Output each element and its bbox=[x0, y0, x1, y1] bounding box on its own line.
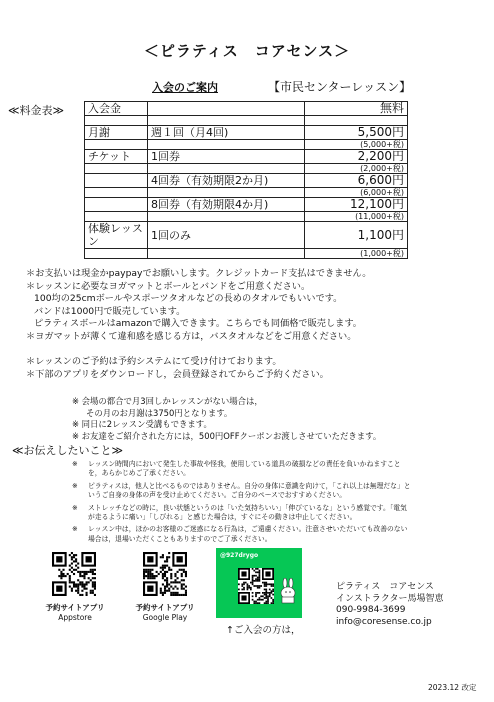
fee-plan: 4回券（有効期限2か月) bbox=[148, 174, 305, 188]
fee-plan: 1回のみ bbox=[148, 222, 305, 249]
table-row bbox=[85, 188, 408, 198]
table-row bbox=[85, 212, 408, 222]
contact-info bbox=[336, 582, 444, 628]
fee-price: 無料 bbox=[305, 102, 408, 116]
table-row bbox=[85, 249, 408, 259]
course-label: 【市民センターレッスン】 bbox=[268, 80, 412, 94]
list-item: ※ レッスン中は，ほかのお客様のご迷惑になる行為は，ご遠慮ください。注意させいただいても改善のない場合は，退場いただくこともありますのでご了承ください。 bbox=[72, 525, 408, 543]
rabbit-mascot-icon bbox=[278, 578, 298, 604]
app-label-appstore: 予約サイトアプリ Appstore bbox=[45, 603, 105, 622]
contact-phone: 090-9984-3699 bbox=[336, 605, 406, 615]
qr-code-icon bbox=[143, 552, 187, 596]
list-item: バンドは1000円で販売しています。 bbox=[34, 305, 186, 317]
table-row bbox=[85, 150, 408, 164]
fee-item: 体験レッスン bbox=[85, 222, 148, 249]
fee-plan: 8回券（有効期限4か月) bbox=[148, 198, 305, 212]
app-label-googleplay: 予約サイトアプリ Google Play bbox=[135, 603, 195, 622]
notice-heading: ≪お伝えしたいこと≫ bbox=[12, 444, 124, 457]
fee-price: 12,100円 bbox=[305, 198, 408, 212]
fee-price: 1,100円 bbox=[305, 222, 408, 249]
list-item: ※ ストレッチなどの時に，良い状態というのは「いた気持ちいい」「伸びているな」という感覚です。「電気が走るように痛い」「しびれる」と感じた場合は，すぐにその動きは中止してください。 bbox=[72, 503, 407, 522]
fee-item: チケット bbox=[85, 150, 148, 164]
table-row bbox=[85, 174, 408, 188]
table-row bbox=[85, 164, 408, 174]
fee-tax: (11,000+税) bbox=[305, 212, 408, 222]
page-title: ＜ピラティス コアセンス＞ bbox=[143, 42, 351, 60]
table-row bbox=[85, 140, 408, 150]
list-item: ＊ヨガマットが薄くて違和感を感じる方は，バスタオルなどをご用意ください。 bbox=[26, 330, 357, 342]
table-row bbox=[85, 102, 408, 116]
fee-price: 5,500円 bbox=[305, 126, 408, 140]
table-row bbox=[85, 126, 408, 140]
revision-date: 2023.12 改定 bbox=[428, 683, 477, 692]
list-item: ＊レッスンに必要なヨガマットとボールとバンドをご用意ください。 bbox=[26, 280, 311, 292]
list-item: その月のお月謝は3750円となります。 bbox=[86, 407, 233, 418]
fee-price: 2,200円 bbox=[305, 150, 408, 164]
fee-tax: (6,000+税) bbox=[305, 188, 408, 198]
list-item: ＊お支払いは現金かpaypayでお願いします。クレジットカード支払はできません。 bbox=[26, 268, 372, 279]
notice-list bbox=[72, 460, 412, 547]
fee-price: 6,600円 bbox=[305, 174, 408, 188]
qr-code-icon bbox=[238, 568, 274, 604]
list-item: ※ ピラティスは，他人と比べるものではありません。自分の身体に意識を向けて，「これ以上は無理だな」というご自身の身体の声を受け止めてください。ご自分のペースでおすすめください。 bbox=[72, 481, 411, 500]
fee-plan: 1回券 bbox=[148, 150, 305, 164]
googleplay-qr-code[interactable] bbox=[143, 552, 187, 596]
table-row bbox=[85, 222, 408, 249]
fee-tax: (1,000+税) bbox=[305, 249, 408, 259]
list-item: ＊レッスンのご予約は予約システムにて受け付けております。 bbox=[26, 356, 282, 368]
contact-name: ピラティス コアセンス bbox=[336, 582, 434, 592]
fee-item: 入会金 bbox=[85, 102, 148, 116]
notes-list bbox=[26, 268, 486, 381]
list-item: 100均の25cmボールやスポーツタオルなどの長めのタオルでもいいです。 bbox=[34, 293, 343, 305]
fee-plan: 週１回（月4回) bbox=[148, 126, 305, 140]
list-item bbox=[26, 344, 486, 357]
contact-instructor: インストラクター馬場智恵 bbox=[336, 593, 444, 604]
line-account-box[interactable]: @927drygo bbox=[216, 548, 302, 618]
list-item: ※ お友達をご紹介された方には，500円OFFクーポンお渡しさせていただきます。 bbox=[72, 430, 382, 441]
list-item: ※ 同日に2レッスン受講もできます。 bbox=[72, 419, 212, 429]
list-item: ピラティスボールはamazonで購入できます。こちらでも同価格で販売します。 bbox=[34, 318, 362, 330]
list-item: ＊下部のアプリをダウンロードし，会員登録されてからご予約ください。 bbox=[26, 368, 329, 380]
appstore-qr-code[interactable] bbox=[52, 552, 96, 596]
list-item: ※ レッスン時間内において発生した事故や怪我，使用している道具の破損などの責任を負いかねますことを，あらかじめご了承ください。 bbox=[72, 460, 401, 478]
fee-tax: (2,000+税) bbox=[305, 164, 408, 174]
fee-table bbox=[84, 101, 408, 259]
subtitle: 入会のご案内 bbox=[152, 81, 218, 94]
rule-notes bbox=[72, 396, 381, 442]
qr-code-icon bbox=[52, 552, 96, 596]
line-qr-code bbox=[238, 568, 274, 604]
fee-item: 月謝 bbox=[85, 126, 148, 140]
contact-email[interactable]: info@coresense.co.jp bbox=[336, 616, 432, 627]
fee-table-label: ≪料金表≫ bbox=[8, 104, 65, 117]
list-item: ※ 会場の都合で月3回しかレッスンがない場合は， bbox=[72, 396, 263, 406]
table-row bbox=[85, 198, 408, 212]
fee-tax: (5,000+税) bbox=[305, 140, 408, 150]
table-row bbox=[85, 116, 408, 126]
line-caption: ↑ご入会の方は， bbox=[226, 625, 301, 636]
